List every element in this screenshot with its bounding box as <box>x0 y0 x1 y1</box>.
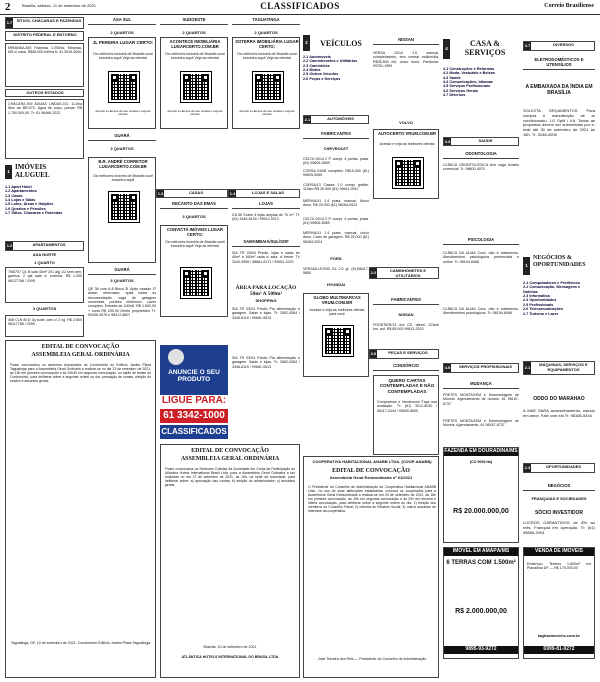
category-tab: 4.7 <box>524 43 531 48</box>
category-tab: 1.7 <box>6 18 13 28</box>
subcategory-title: NEGÓCIOS <box>523 483 595 491</box>
category-tab: 1.2 <box>6 243 13 248</box>
legal-notice <box>160 444 300 678</box>
qr-code-icon[interactable] <box>181 72 211 102</box>
index-item[interactable]: 4.3 Saúde <box>443 75 461 80</box>
classified-ad[interactable] <box>5 267 84 303</box>
real-estate-ad[interactable] <box>232 37 300 129</box>
ad-title: QUERO CARTAS CONTEMPLADAS E NÃO CONTEMPLADAS <box>379 378 435 394</box>
category-header <box>156 189 228 198</box>
page-header <box>0 0 600 15</box>
column-2 <box>88 17 156 337</box>
ad-title: ACONTECE IMOBILIÁRIA LUGARCERTO.COM.BR <box>169 39 221 49</box>
category-header <box>523 41 595 51</box>
category-title: NISSAN <box>373 37 439 45</box>
consortium-ad[interactable] <box>373 375 439 455</box>
ad-text: Os melhores imóveis de Brasília você encontra aqui! <box>92 174 154 183</box>
category-tab: 2.4 <box>524 465 531 470</box>
qr-caption: Aponte a câmera do seu celular e veja as ofertas <box>167 109 223 117</box>
index-item[interactable]: 2.4 Motos <box>303 68 321 73</box>
notice-title: EDITAL DE CONVOCAÇÃO <box>41 344 120 350</box>
ad-text: 408 CLN Bl D 3q suíte, arm c/ 2 vg. R$ 2.800 98117788 / 2099 <box>8 318 82 327</box>
legal-notice <box>303 456 439 678</box>
ad-text: Os melhores imóveis de Brasília você encontra aqui! Veja as ofertas! <box>92 52 154 61</box>
index-item[interactable]: 4.2 Moda, Vestuário e Beleza <box>443 71 495 76</box>
ad-price: R$ 2.000.000,00 <box>455 608 507 615</box>
ad-text: Os melhores imóveis de Brasília você encontra aqui! Veja as ofertas! <box>164 52 226 61</box>
ad-text[interactable]: CLÍNICA DA ALMA Cura, não é tratamento. Atendimentos psicológicos presenciais e online. Tr: 98194-6068 <box>443 251 519 264</box>
index-item[interactable]: 1.3 Casas <box>5 193 23 198</box>
ad-text[interactable]: CLÍNICA ODONTOLÓGICA tem vaga horário comercial. Tr: 98600-4070 <box>443 163 519 172</box>
notice-signature: ATLÂNTICA HOTELS INTERNATIONAL DO BRASIL LTDA <box>181 655 279 659</box>
index-item[interactable]: 4.4 Comunicações, Idiomas <box>443 80 493 85</box>
brand-title: FORD <box>330 256 342 261</box>
index-item[interactable]: 4.5 Serviços Profissionais <box>443 84 491 89</box>
subcategory-title: OUTROS ESTADOS <box>26 90 64 95</box>
section-title: CLASSIFICADOS <box>260 1 340 11</box>
subcategory-title: ASA NORTE <box>32 252 57 257</box>
category-header <box>369 267 439 279</box>
section-title: CASA & SERVIÇOS <box>464 39 506 58</box>
property-sale-ad[interactable] <box>523 547 595 659</box>
index-item[interactable]: 4.1 Construções e Reformas <box>443 67 495 71</box>
qr-caption: Aponte a câmera do seu celular e veja as ofertas <box>239 109 295 117</box>
column-8 <box>523 17 595 677</box>
classified-ad[interactable] <box>5 43 84 87</box>
category-title: AUTOMÓVEIS <box>327 116 354 121</box>
ad-text: Os melhores imóveis de Brasília você encontra aqui! Veja as ofertas! <box>164 240 226 249</box>
ad-website[interactable]: taghasimoveis.com.br <box>537 633 581 638</box>
classified-ad[interactable] <box>5 315 84 337</box>
subcategory-title: SHOPPING <box>255 298 277 303</box>
index-item[interactable]: 2.5 Profissionais <box>523 302 554 307</box>
category-header <box>228 189 300 198</box>
brand-title: VOLVO <box>399 120 413 125</box>
section-index <box>5 185 84 216</box>
ad-title: SOTERRA IMOBILIÁRIA LUGAR CERTO: <box>235 39 299 49</box>
subcategory-title: 3 QUARTOS <box>110 146 134 151</box>
column-3 <box>157 17 228 347</box>
property-sale-ad[interactable] <box>443 547 519 659</box>
qr-code-icon[interactable] <box>253 72 283 102</box>
subcategory-header <box>5 89 84 97</box>
index-item[interactable]: 2.5 Outros Veículos <box>303 72 339 77</box>
subcategory-title: PSICOLOGIA <box>443 237 519 245</box>
category-title: SERVIÇOS PROFISSIONAIS <box>458 364 513 369</box>
qr-code-icon[interactable] <box>393 158 423 188</box>
section-index <box>443 67 519 98</box>
qr-code-icon[interactable] <box>109 72 139 102</box>
index-item[interactable]: 2.1 Automóveis <box>303 55 331 59</box>
section-title: IMÓVEIS ALUGUEL <box>15 163 50 180</box>
section-number: 1 <box>5 165 12 179</box>
ad-title: CONVICTA IMÓVEIS LUGAR CERTO: <box>166 227 224 237</box>
ad-area: (CO 9008 Ha) <box>469 460 493 464</box>
ad-title: IMÓVEL EM AMAPÁ/MS <box>444 548 518 556</box>
ad-text[interactable]: SIA TR 03/04 Prédio Pia alimentação e garagem. Salas e lojas. Tr: 3362-0084 / 3346-8115 / 99681-0613 <box>232 307 300 320</box>
promo-call: LIGUE PARA: <box>161 395 227 406</box>
index-item[interactable]: 2.1 Computadores e Periféricos <box>523 281 580 285</box>
ad-title: ODDO DO MARAHAO <box>533 396 585 402</box>
promo-phone[interactable]: 61 3342-1000 <box>160 409 228 423</box>
column-5 <box>303 17 369 437</box>
promo-advert[interactable] <box>160 345 228 441</box>
brand-title: CHEVROLET <box>323 146 349 151</box>
category-tab: 2.1 <box>524 362 531 374</box>
subcategory-header <box>5 31 84 41</box>
category-title: TAGUATINGA <box>232 17 300 25</box>
classified-ad[interactable] <box>5 99 84 159</box>
category-tab: 1.3 <box>157 191 164 196</box>
ad-text: Compramos e Vendemos! Faça sua avaliação. Tr: (61) 3012-8030 / 98117-2444 / 99605-5600 <box>377 400 437 413</box>
ad-text[interactable]: CELTA 10/14 2 P. compl. 4 portas, prata. (61) 99606-5569 <box>303 217 369 226</box>
index-item[interactable]: 1.1 Apart Hotel <box>5 185 32 189</box>
ad-text: MIRANDA-MG Fazenda 1.000ha, Miranda-MS c/ casa, R$45.000 mil/ha tr: 41 3015-5000 <box>8 46 82 55</box>
page-date: Brasília, sábado, 11 de setembro de 2021 <box>22 3 96 8</box>
ad-text: Acesse e veja as melhores ofertas <box>379 142 435 146</box>
ad-text: Os melhores imóveis de Brasília você encontra aqui! Veja as ofertas! <box>236 52 298 61</box>
dealer-ad[interactable] <box>373 129 439 199</box>
ad-text[interactable]: MERIVA/11 1.4 prata, manual. Único dono. R$ 25.000 (61) 98284-0024 <box>303 199 369 208</box>
ad-title: JL PEREIRA LUGAR CERTO: <box>92 40 154 45</box>
notice-org: COOPERATIVA HABITACIONAL ANABB LTDA. (COOP-ANABB) <box>312 459 432 464</box>
category-header <box>523 463 595 473</box>
category-title: DIVERSOS <box>553 42 574 47</box>
subcategory-title: ODONTOLOGIA <box>443 151 519 159</box>
ad-text[interactable]: A MAE SARA aconselhamento, estudo em amor. Fale com ela Tr: 98166-5444 <box>523 408 595 418</box>
section-number: 4 <box>443 39 450 59</box>
subcategory-title: 2 QUARTOS <box>254 29 278 35</box>
category-title: OPORTUNIDADES <box>545 464 582 469</box>
section-title: VEÍCULOS <box>320 39 362 48</box>
index-item[interactable]: 2.6 Telecomunicações <box>523 307 564 312</box>
category-header <box>443 363 519 373</box>
subcategory-title: DISTRITO FEDERAL E ENTORNO <box>13 32 77 37</box>
real-estate-ad[interactable] <box>160 37 228 129</box>
ad-text[interactable]: LUCROS GARANTIDOS de 8% ao mês. Franquia em operação. Tr: (61) 98666-2004 <box>523 520 595 535</box>
subcategory-title: ELETRODOMÉSTICOS E UTENSÍLIOS <box>523 57 595 70</box>
subcategory-title: FRANQUIAS E SOCIEDADES <box>531 496 587 501</box>
column-4 <box>229 17 300 347</box>
section-index <box>523 281 595 316</box>
subcategory-title: CONSÓRCIO <box>373 363 439 371</box>
ad-text[interactable]: QE 38 com A-8 Bloco B. Aptio vazado 1º andar, reformado, quita todos os documentação, vaga de garagem numerada, porteiro eletrônico. Lazer completo. Entrada de 100mil. R$ 1.600,00 + cond R$ 200,00 Direto proprietário Tr: 99436-3076 e 98417-8807 <box>88 287 156 317</box>
subcategory-title: LOJAS <box>232 201 300 209</box>
real-estate-ad[interactable] <box>160 225 228 317</box>
category-title: GUARÁ <box>88 133 156 141</box>
category-header <box>5 17 84 29</box>
ad-text: CHÁCARA EM ÁGUAS LINDAS-GO. 11,5ha 5km da BR-070. Água de poço, pomar. R$ 1.750.000,00. Tr: 61 98466-3232 <box>8 102 82 115</box>
ad-headline: ÁREA PARA LOCAÇÃO 50m² A 500m² <box>235 285 297 298</box>
ad-phone[interactable]: 9895-93-9272 <box>444 646 518 654</box>
category-title: SAÚDE <box>478 138 493 143</box>
ad-title: FAZENDA EM DOURADINA/MS <box>444 448 518 454</box>
legal-notice <box>5 340 156 678</box>
qr-code-icon[interactable] <box>109 192 139 222</box>
subcategory-title: FABRICANTES <box>373 297 439 305</box>
ad-text[interactable]: VERSAILLES/95 GL 2.0 gr. (61)98417-5880 <box>303 267 369 276</box>
ad-phone[interactable]: 6999-81-9272 <box>524 646 594 654</box>
ad-title: A EMBAIXADA DA ÍNDIA EM BRASÍLIA <box>525 84 593 96</box>
category-tab: 4.3 <box>444 139 451 144</box>
real-estate-ad[interactable] <box>88 157 156 263</box>
ad-text[interactable]: SIA TR 03/04 Prédio Pia alimentação e garagem. Salas e lojas. Tr: 3362-0084 / 3346-8115 / 99681-0613 <box>232 356 300 369</box>
brand-title: HYUNDAI <box>326 282 346 287</box>
ad-title: AUTOCERTO VRUM.COM.BR <box>377 131 436 136</box>
qr-code-icon[interactable] <box>181 268 211 298</box>
column-6 <box>370 17 439 437</box>
notice-signature: Taguatinga, DF, 10 de setembro de 2021. Condomínio Edifício Jardim Plaza Taguatinga <box>10 641 151 645</box>
section-number: 2 <box>303 35 310 51</box>
index-item[interactable]: 2.2 Comunicação, Mensagens e Notícias <box>523 285 581 294</box>
promo-banner <box>160 345 228 395</box>
notice-body: Ficam convocados os Senhores Cotistas da Sociedade em Conta de Participação do Atlântica Hotels International Brasil Ltda. para a Assembleia Geral Ordinária a ser realizada no dia 27 de setembro de 2021, às 10h, na sede da sociedade, para deliberar sobre: a) aprovação das contas; b) eleição do administrador; c) assuntos gerais. <box>165 467 295 488</box>
ad-title: GLOBO MULTIMARCAS VRUM.COM.BR <box>313 295 361 305</box>
farm-sale-ad[interactable] <box>443 447 519 543</box>
promo-brand: CLASSIFICADOS <box>160 425 228 439</box>
column-7 <box>443 17 519 677</box>
category-title: MÁQUINAS, SERVIÇOS E EQUIPAMENTOS <box>539 362 588 372</box>
category-tab: 2.1 <box>304 117 311 122</box>
ad-text[interactable]: CELTA 10/14 2 P. compl. 4 portas, prata. (61) 99606-5569 <box>303 157 369 166</box>
notice-signature: José Teixeira dos Reis — Presidente do Conselho de Administração <box>317 657 427 661</box>
index-item[interactable]: 2.3 Informática <box>523 294 550 299</box>
index-item[interactable]: 2.3 Caminhões <box>303 63 330 68</box>
promo-headline: ANUNCIE O SEU PRODUTO <box>168 369 220 384</box>
index-item[interactable]: 1.6 Quartos e Pensões <box>5 206 46 211</box>
page-number: 2 <box>5 1 11 13</box>
notice-title: EDITAL DE CONVOCAÇÃO <box>191 448 269 454</box>
brand-title: NISSAN <box>398 312 414 317</box>
category-header <box>303 115 369 124</box>
category-tab: 4.5 <box>444 365 451 370</box>
category-tab: 1.4 <box>229 191 236 196</box>
ad-title: SÓCIO INVESTIDOR <box>534 510 584 516</box>
subcategory-title: MUDANÇA <box>443 381 519 389</box>
ad-text[interactable]: CA 55 Sobre 4 lojas amplas de 70 m². Tr: (61) 3446-8139 / 99912-0213 <box>232 213 300 222</box>
subcategory-title: 2 QUARTOS <box>110 29 134 35</box>
index-item[interactable]: 2.4 Oportunidades <box>523 298 557 303</box>
category-title: APARTAMENTOS <box>32 242 66 247</box>
category-title: CASAS <box>188 190 203 195</box>
ad-text[interactable]: CORSA/13 Classic 1.0 compl. grafite, 110km R$ 26.500 (61) 99641-0911 <box>303 183 369 192</box>
section-title: NEGÓCIOS & OPORTUNIDADES <box>533 255 586 268</box>
ad-text[interactable]: FRONTIER/13 4x4 CD, diesel, 223mil km, aut. R$ 85.000 99813-3333 <box>373 323 439 332</box>
index-item[interactable]: 4.6 Serviços Gerais <box>443 88 479 93</box>
ad-title: VENDA DE IMÓVEIS <box>524 548 594 556</box>
ad-price: R$ 20.000.000,00 <box>453 508 509 515</box>
subcategory-title: 3 QUARTOS <box>32 306 57 311</box>
ad-text: Acesse e veja as melhores ofertas para você <box>309 308 365 317</box>
ad-text[interactable]: CORSA 04/08 completo. R$15.000 (61) 99605-5069 <box>303 169 369 178</box>
ad-text[interactable]: SOLICITA ORÇAMENTOS. Para compra e manutenção de ar condicionado. LG Split / Kit. Todas as propostas devem ser submetidas por e-mail até 30 de setembro de 2021 às 18h. Tr: 3248-4006 <box>523 108 595 137</box>
real-estate-ad[interactable] <box>88 37 156 129</box>
subcategory-title: 1 QUARTO <box>34 260 55 265</box>
qr-code-icon[interactable] <box>323 326 353 356</box>
notice-subtitle: ASSEMBLEIA GERAL ORDINÁRIA <box>180 456 280 462</box>
notice-title: EDITAL DE CONVOCAÇÃO <box>332 468 410 474</box>
subcategory-title: SAMAMBAIA/SUL/SOF <box>232 239 300 247</box>
subcategory-title: RECANTO DAS EMAS <box>160 201 228 209</box>
ad-text: 708/707 Q1 B sala 40m² 201 alg 1/2 sem arm. gar/rua, 2 qts sala c/ cozinha. R$ 1.300 98127768 / 2099 <box>8 270 82 283</box>
subcategory-title: FABRICANTES <box>303 131 369 139</box>
index-item[interactable]: 2.2 Caminhonetes e Utilitários <box>303 59 358 64</box>
category-tab: 2.2 <box>370 268 377 278</box>
megaphone-icon <box>168 349 184 365</box>
ad-text[interactable]: SIA TR 03/04 Prédio. lojas e salas ter 40m² a 160m² cada c/ sala, c/ frente. Tr: 3340-9955 / 98681-6171 / 99951-3333 <box>232 251 300 264</box>
notice-body: Ficam convocados os senhores Associados do Condomínio do Edifício Jardim Plaza Taguatinga para a Assembleia Geral Ordinária a realizar-se no dia 23 de setembro de 2021, às 19h em primeira convocação e às 19h30 em segunda convocação, no salão de festas do Condomínio, para deliberar sobre a seguinte ordem do dia: prestação de contas, eleição do síndico e assuntos gerais. <box>10 363 151 384</box>
index-item[interactable]: 2.7 Turismo e Lazer <box>523 311 559 316</box>
category-header <box>523 361 595 375</box>
index-item[interactable]: 1.4 Lojas e Salas <box>5 198 36 203</box>
subcategory-title: 3 QUARTOS <box>110 278 134 283</box>
notice-body: O Presidente do Conselho de Administração da Cooperativa Habitacional ANABB Ltda., no uso de suas atribuições estatutárias, convoca os cooperados para a Assembleia Geral Extraordinária a realizar-se em 24 de setembro de 2021, às 18h em primeira convocação, às 19h em segunda convocação e às 20h em terceira e última convocação, para deliberar sobre a seguinte ordem do dia: 1) eleição dos membros do Conselho Fiscal; 2) reforma do Estatuto Social; 3) outros assuntos de interesse da cooperativa. <box>308 485 436 514</box>
dealer-ad[interactable] <box>303 293 369 377</box>
category-title: GUARÁ <box>88 267 156 275</box>
newspaper-brand: Correio Braziliense <box>544 3 594 9</box>
index-item[interactable]: 4.7 Diversos <box>443 93 466 98</box>
ad-text[interactable]: CLÍNICA DA ALMA Cura, não é tratamento. Atendimentos psicológicos. Tr: 98194-6068 <box>443 307 519 316</box>
category-title: SÍTIOS, CHÁCARAS E FAZENDAS <box>16 18 82 23</box>
ad-area: 6 TERRAS COM 1.500m² <box>446 560 516 566</box>
category-header <box>5 241 84 251</box>
category-title: ASA SUL <box>88 17 156 25</box>
ad-text: Endereço, Terreno 1.800m² em Planaltina DF — R$ 175.000,00 <box>527 562 591 571</box>
notice-subtitle: Assembleia Geral Extraordinária nº 01/2021 <box>329 475 413 480</box>
section-index <box>303 55 369 81</box>
notice-date: Brasília, 10 de setembro de 2021 <box>203 645 257 649</box>
subcategory-title: 3 QUARTOS <box>182 214 206 219</box>
index-item[interactable]: 2.6 Peças e Serviços <box>303 76 341 81</box>
index-item[interactable]: 1.5 Lotes, Áreas e Galpões <box>5 202 54 207</box>
category-title: LOJAS E SALAS <box>252 190 284 195</box>
category-header <box>369 349 439 359</box>
index-item[interactable]: 1.7 Sítios, Chácaras e Fazendas <box>5 211 63 216</box>
notice-subtitle: ASSEMBLEIA GERAL ORDINÁRIA <box>31 352 130 358</box>
category-title: PEÇAS E SERVIÇOS <box>388 350 428 355</box>
category-header <box>443 137 519 146</box>
ad-text[interactable]: MERIVA/11 1.4 prata, manual, único dono. Carro de garagem. R$ 25.000 (61) 98284-0024 <box>303 231 369 244</box>
ad-text[interactable]: VERSA 13/14 1.6 manual, completíssimo, tem central multimídia, R$35.500 mil, único dono. Particular. 99751-1959 <box>373 51 439 68</box>
category-tab: 2.6 <box>370 351 377 356</box>
qr-caption: Aponte a câmera do seu celular e veja as ofertas <box>95 109 151 117</box>
ad-text[interactable]: FRETES MONTAGEM e Desmontagem de Móveis. Agendamento de horário. 61 98187-8737 <box>443 393 519 406</box>
subcategory-title: 2 QUARTOS <box>182 29 206 35</box>
section-number: 1 <box>523 257 530 275</box>
ad-text[interactable]: FRETES MONTAGEM e Desmontagem de Móveis. Agendamento. 61 98187-8737 <box>443 419 519 428</box>
ad-title: B.R. ANDRÉ CORRETOR LUGARCERTO.COM.BR <box>98 159 148 169</box>
index-item[interactable]: 1.2 Apartamentos <box>5 189 37 194</box>
category-title: SUDOESTE <box>160 17 228 25</box>
category-title: CAMINHONETES E UTILITÁRIOS <box>389 268 427 278</box>
